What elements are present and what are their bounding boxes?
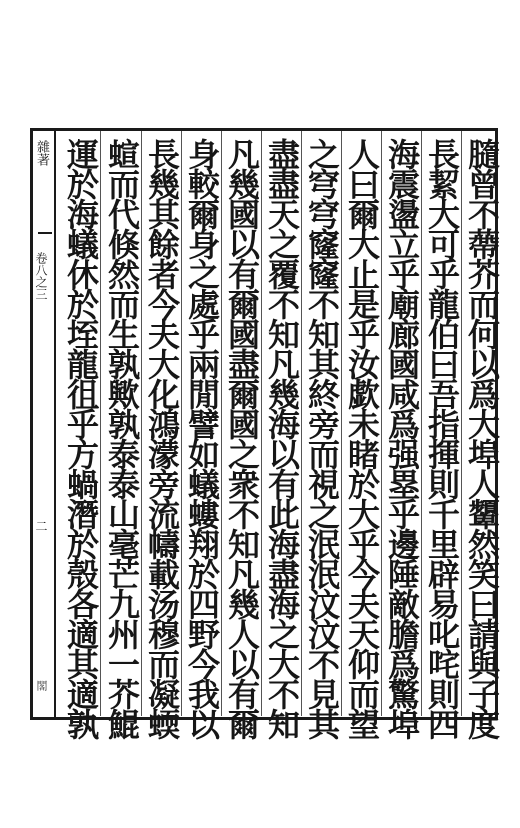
- column-ruling: [341, 131, 342, 716]
- text-column-11: 運於海蟻休於垤龍徂乎方蝸潛於殼各適其適孰: [62, 138, 100, 738]
- text-column-9: 長幾其餘者今夫大化鴻濛旁流幬載汤穆而凝蝡: [143, 138, 181, 738]
- column-ruling: [301, 131, 302, 716]
- spine-title: 雜著: [34, 140, 49, 166]
- text-column-2: 長絜大可乎龍伯曰吾指揮則千里辟易叱咤則四: [423, 138, 461, 738]
- text-column-1: 膸曾不蔕芥而何以爲大埠人顰然笑曰請與子度: [463, 138, 501, 738]
- text-column-10: 蝖而代倏然而生孰歟孰泰泰山毫芒九州一芥鯤: [103, 138, 141, 738]
- text-column-8: 身較爾身之處乎兩閒譬如蟻螻翔於四野今我以: [183, 138, 221, 738]
- column-ruling: [421, 131, 422, 716]
- text-column-3: 海震盪立乎廟廊國咸爲强塁乎邊陲敵膽爲驚埠: [383, 138, 421, 738]
- text-column-6: 盡盡天之覆不知凡幾海以有此海盡海之大不知: [263, 138, 301, 738]
- text-column-5: 之穹穹窿窿不知其終旁而視之泯泯汶汶不見其: [303, 138, 341, 738]
- text-column-7: 凡幾國以有爾國盡爾國之衆不知凡幾人以有爾: [223, 138, 261, 738]
- spine-volume: 卷八之三: [34, 252, 48, 300]
- column-ruling: [221, 131, 222, 716]
- column-ruling: [100, 131, 101, 716]
- column-ruling: [261, 131, 262, 716]
- column-ruling: [461, 131, 462, 716]
- column-ruling: [381, 131, 382, 716]
- spine-page-number: 二: [34, 520, 48, 532]
- text-column-4: 人曰爾大止是乎汝歔未睹於大乎今夫天仰而望: [343, 138, 381, 738]
- column-ruling: [141, 131, 142, 716]
- spine-mark: 閣: [35, 680, 48, 691]
- column-ruling: [181, 131, 182, 716]
- center-fold-strip: [30, 131, 56, 717]
- fishtail-mark: [38, 232, 52, 242]
